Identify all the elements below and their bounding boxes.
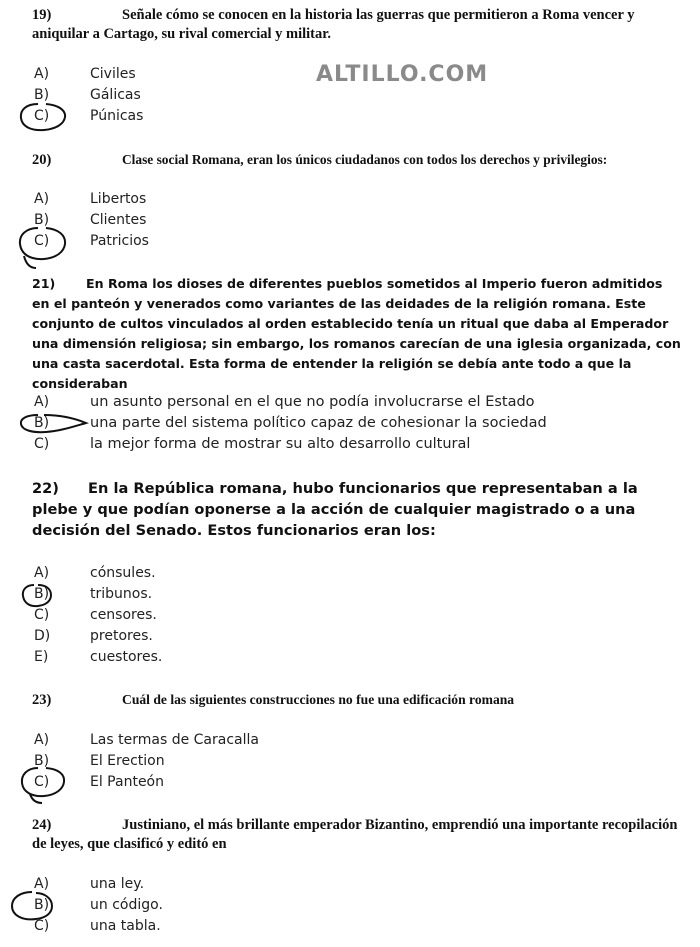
question-number: 20)	[32, 152, 52, 168]
question-text: Justiniano, el más brillante emperador Bizantino, emprendió una importante recopilación de leyes, que clasificó y editó en	[32, 817, 678, 852]
option-letter: A)	[34, 191, 50, 207]
question-text: En Roma los dioses de diferentes pueblos sometidos al Imperio fueron admitidos en el panteón y venerados como variantes de las deidades de la religión romana. Este conjunto de cultos vinculados al orden establecido tenía un ritual que daba al Emperador una dimensión religiosa; sin embargo, los romanos carecían de una iglesia organizada, con una casta sacerdotal. Esta forma de entender la religión se debía ante todo a que la consideraban	[32, 276, 681, 391]
question-text: En la República romana, hubo funcionarios que representaban a la plebe y que podían oponerse a la acción de cualquier magistrado o a una decisión del Senado. Estos funcionarios eran los:	[32, 480, 638, 539]
option-text: censores.	[90, 607, 157, 623]
question-number: 19)	[32, 7, 52, 23]
option-text: El Erection	[90, 753, 165, 769]
option-letter: C)	[34, 108, 50, 124]
option-letter: B)	[34, 586, 50, 602]
question-21	[32, 274, 682, 394]
option-text: Gálicas	[90, 87, 141, 103]
question-24	[32, 816, 682, 854]
option-letter: E)	[34, 649, 49, 665]
option-letter: A)	[34, 876, 50, 892]
option-letter: B)	[34, 897, 50, 913]
option-letter: C)	[34, 436, 50, 452]
question-20	[32, 150, 682, 170]
option-text: una tabla.	[90, 918, 161, 934]
option-text: pretores.	[90, 628, 153, 644]
option-text: Libertos	[90, 191, 147, 207]
option-letter: A)	[34, 66, 50, 82]
option-text: Civiles	[90, 66, 136, 82]
question-text: Cuál de las siguientes construcciones no fue una edificación romana	[122, 692, 515, 707]
option-letter: C)	[34, 918, 50, 934]
option-text: un código.	[90, 897, 163, 913]
option-text: un asunto personal en el que no podía involucrarse el Estado	[90, 394, 535, 410]
watermark-text: ALTILLO.COM	[316, 62, 489, 87]
question-number: 21)	[32, 276, 56, 291]
question-text: Señale cómo se conocen en la historia las guerras que permitieron a Roma vencer y aniquilar a Cartago, su rival comercial y militar.	[32, 7, 635, 42]
option-letter: C)	[34, 233, 50, 249]
option-letter: A)	[34, 732, 50, 748]
question-number: 23)	[32, 692, 52, 708]
option-letter: B)	[34, 415, 50, 431]
option-letter: A)	[34, 394, 50, 410]
question-number: 24)	[32, 817, 52, 833]
question-text: Clase social Romana, eran los únicos ciudadanos con todos los derechos y privilegios:	[122, 152, 608, 167]
option-text: cónsules.	[90, 565, 156, 581]
question-22	[32, 478, 682, 541]
option-text: El Panteón	[90, 774, 164, 790]
option-letter: D)	[34, 628, 51, 644]
option-letter: A)	[34, 565, 50, 581]
option-text: la mejor forma de mostrar su alto desarrollo cultural	[90, 436, 471, 452]
option-letter: C)	[34, 607, 50, 623]
option-text: Púnicas	[90, 108, 144, 124]
question-23	[32, 690, 682, 710]
option-text: Patricios	[90, 233, 149, 249]
option-text: tribunos.	[90, 586, 153, 602]
option-letter: C)	[34, 774, 50, 790]
option-text: una parte del sistema político capaz de cohesionar la sociedad	[90, 415, 547, 431]
option-text: una ley.	[90, 876, 145, 892]
question-19	[32, 6, 682, 44]
option-text: Las termas de Caracalla	[90, 732, 259, 748]
option-letter: B)	[34, 212, 50, 228]
option-text: Clientes	[90, 212, 147, 228]
option-letter: B)	[34, 87, 50, 103]
option-letter: B)	[34, 753, 50, 769]
option-text: cuestores.	[90, 649, 163, 665]
question-number: 22)	[32, 480, 59, 497]
